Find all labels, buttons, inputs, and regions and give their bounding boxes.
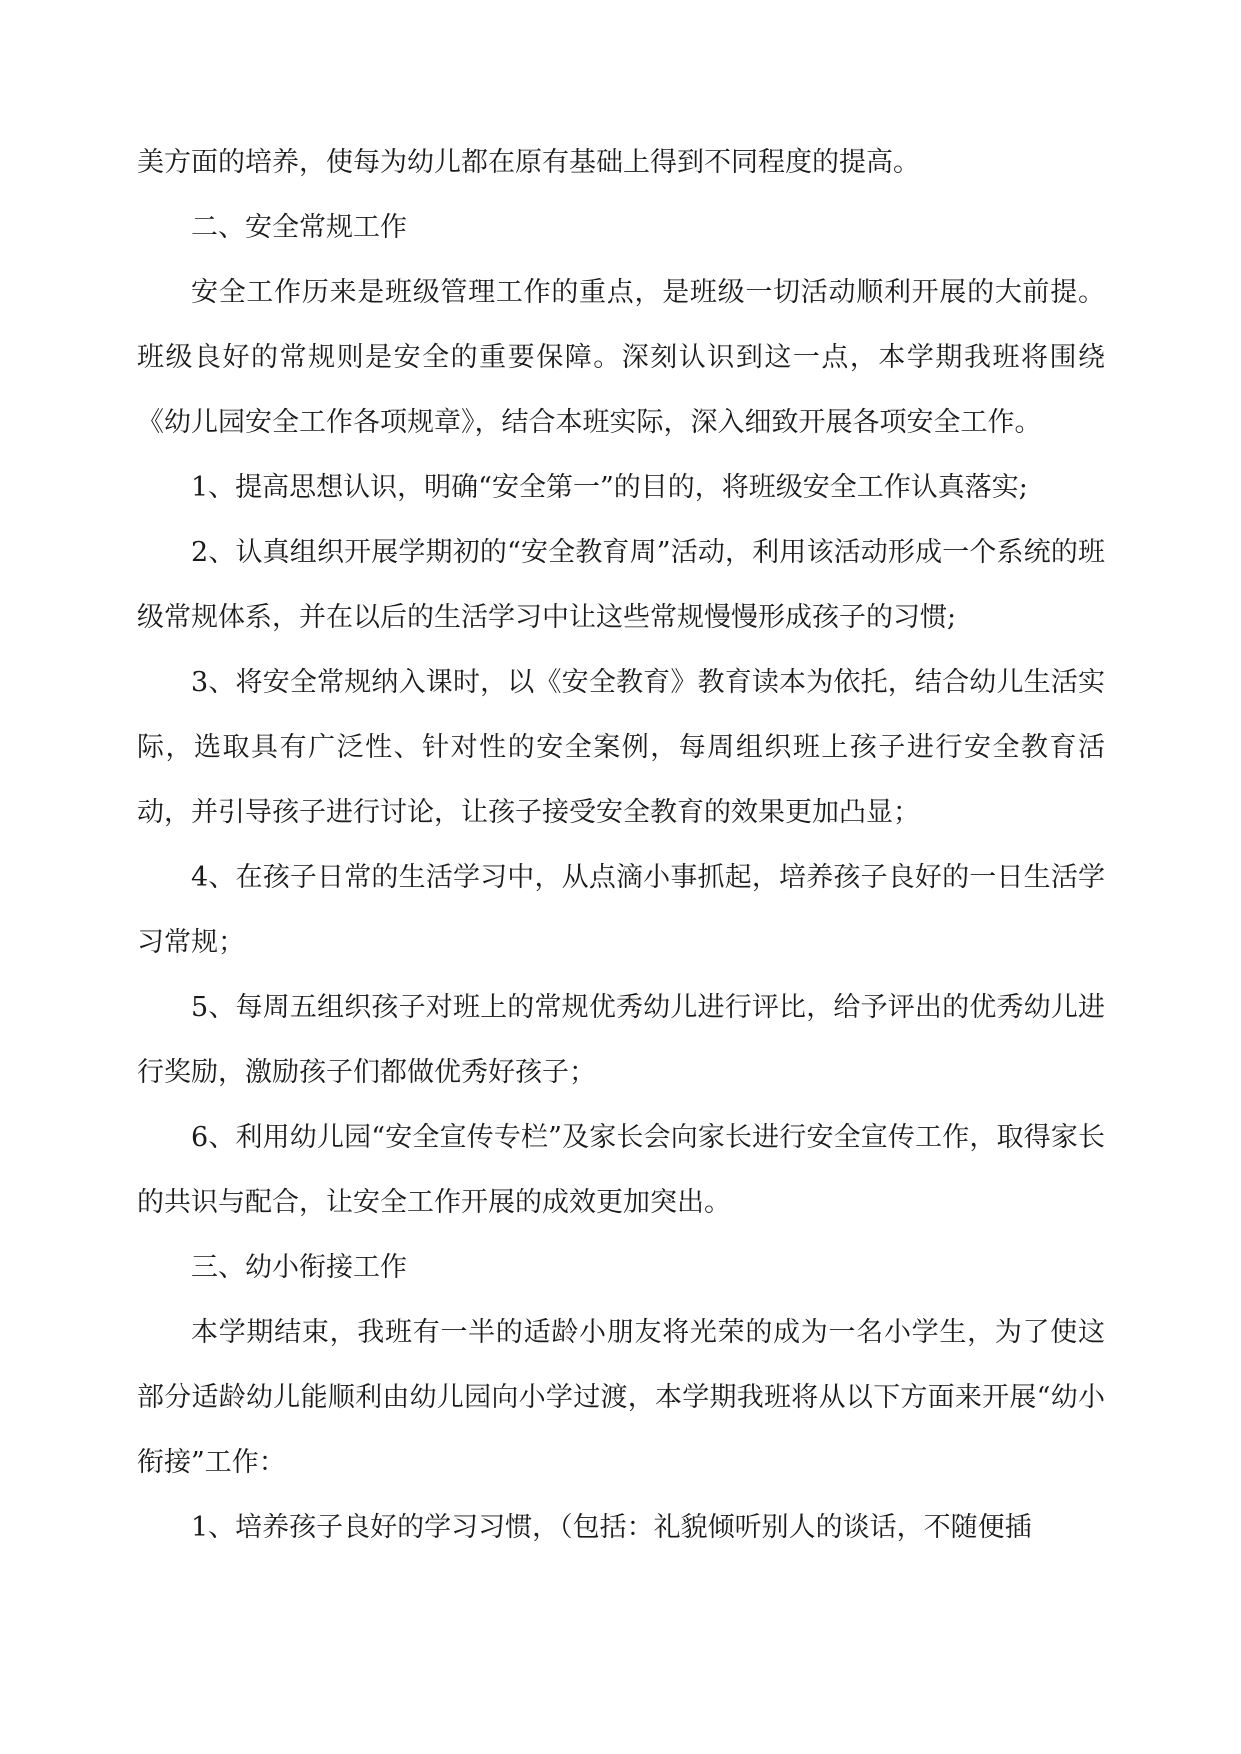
list-item-safety-2: 2、认真组织开展学期初的“安全教育周”活动，利用该活动形成一个系统的班级常规体系，并在以后的生活学习中让这些常规慢慢形成孩子的习惯; [137,537,1105,633]
list-item-safety-3: 3、将安全常规纳入课时，以《安全教育》教育读本为依托，结合幼儿生活实际，选取具有广泛性、针对性的安全案例，每周组织班上孩子进行安全教育活动，并引导孩子进行讨论，让孩子接受安全教育的效果更加凸显； [137,667,1105,828]
section-heading-safety: 二、安全常规工作 [191,212,407,243]
paragraph-transition-intro: 本学期结束，我班有一半的适龄小朋友将光荣的成为一名小学生，为了使这部分适龄幼儿能顺利由幼儿园向小学过渡，本学期我班将从以下方面来开展“幼小衔接”工作： [137,1317,1105,1478]
paragraph-continuation: 美方面的培养，使每为幼儿都在原有基础上得到不同程度的提高。 [137,147,920,178]
list-item-transition-1: 1、培养孩子良好的学习习惯，（包括：礼貌倾听别人的谈话，不随便插 [191,1512,1032,1543]
list-item-safety-5: 5、每周五组织孩子对班上的常规优秀幼儿进行评比，给予评出的优秀幼儿进行奖励，激励孩子们都做优秀好孩子； [137,992,1105,1088]
paragraph-safety-intro: 安全工作历来是班级管理工作的重点，是班级一切活动顺利开展的大前提。班级良好的常规则是安全的重要保障。深刻认识到这一点，本学期我班将围绕《幼儿园安全工作各项规章》，结合本班实际，深入细致开展各项安全工作。 [137,277,1105,438]
document-body [137,130,1105,1560]
list-item-safety-1: 1、提高思想认识，明确“安全第一”的目的，将班级安全工作认真落实; [191,472,1028,503]
list-item-safety-6: 6、利用幼儿园“安全宣传专栏”及家长会向家长进行安全宣传工作，取得家长的共识与配合，让安全工作开展的成效更加突出。 [137,1122,1105,1218]
list-item-safety-4: 4、在孩子日常的生活学习中，从点滴小事抓起，培养孩子良好的一日生活学习常规； [137,862,1105,958]
section-heading-transition: 三、幼小衔接工作 [191,1252,407,1283]
